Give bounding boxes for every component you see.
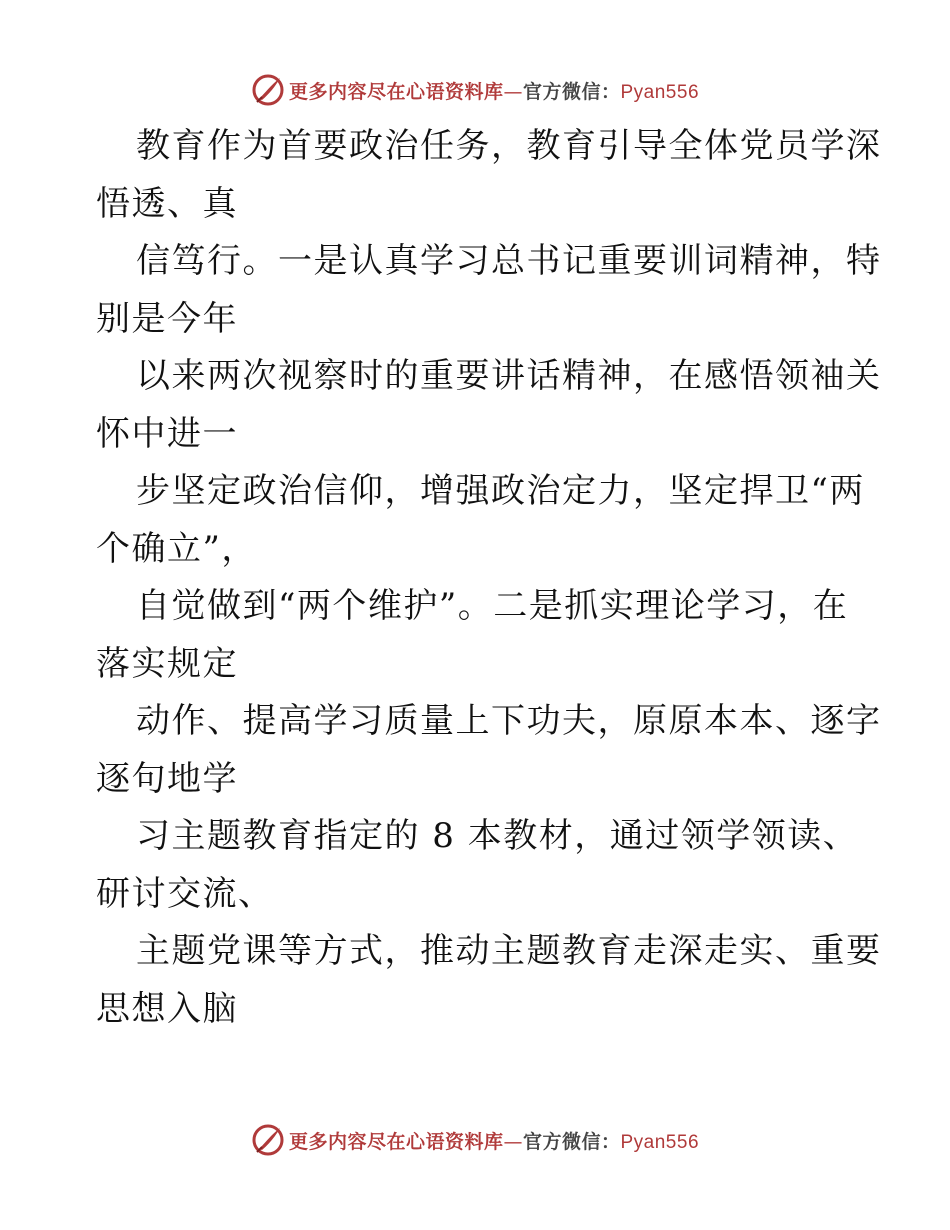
text-line: 逐句地学 [96,758,238,799]
text-line: 步坚定政治信仰，增强政治定力，坚定捍卫“两 [136,471,865,511]
text-line: 个确立”， [96,528,257,569]
banner-wechat-account: Pyan556 [620,81,700,103]
banner-main-text: 更多内容尽在心语资料库 [288,1130,504,1153]
text-line: 以来两次视察时的重要讲话精神，在感悟领袖关 [136,356,882,396]
text-line: 信笃行。一是认真学习总书记重要训词精神，特 [136,241,882,281]
text-line: 主题党课等方式，推动主题教育走深走实、重要 [136,931,882,971]
banner-main-text: 更多内容尽在心语资料库 [288,80,504,103]
text-line: 教育作为首要政治任务，教育引导全体党员学深 [136,126,882,166]
text-line: 怀中进一 [96,413,238,454]
banner-wechat-account: Pyan556 [620,1131,700,1153]
text-line: 研讨交流、 [96,873,274,914]
footer-banner [0,1120,950,1160]
text-line: 自觉做到“两个维护”。二是抓实理论学习，在 [136,586,849,626]
text-line: 习主题教育指定的 8 本教材，通过领学领读、 [136,816,859,856]
text-line: 动作、提高学习质量上下功夫，原原本本、逐字 [136,701,882,741]
document-body [96,118,882,1038]
text-line: 悟透、真 [96,183,238,224]
quill-pen-logo-icon [251,1123,285,1157]
text-line: 落实规定 [96,643,238,684]
banner-wechat-label: 官方微信： [522,1130,621,1153]
banner-dash: — [503,80,523,103]
banner-dash: — [503,1130,523,1153]
text-line: 别是今年 [96,298,238,339]
text-line: 思想入脑 [96,988,238,1029]
banner-wechat-label: 官方微信： [522,80,621,103]
header-banner [0,70,950,110]
quill-pen-logo-icon [251,73,285,107]
